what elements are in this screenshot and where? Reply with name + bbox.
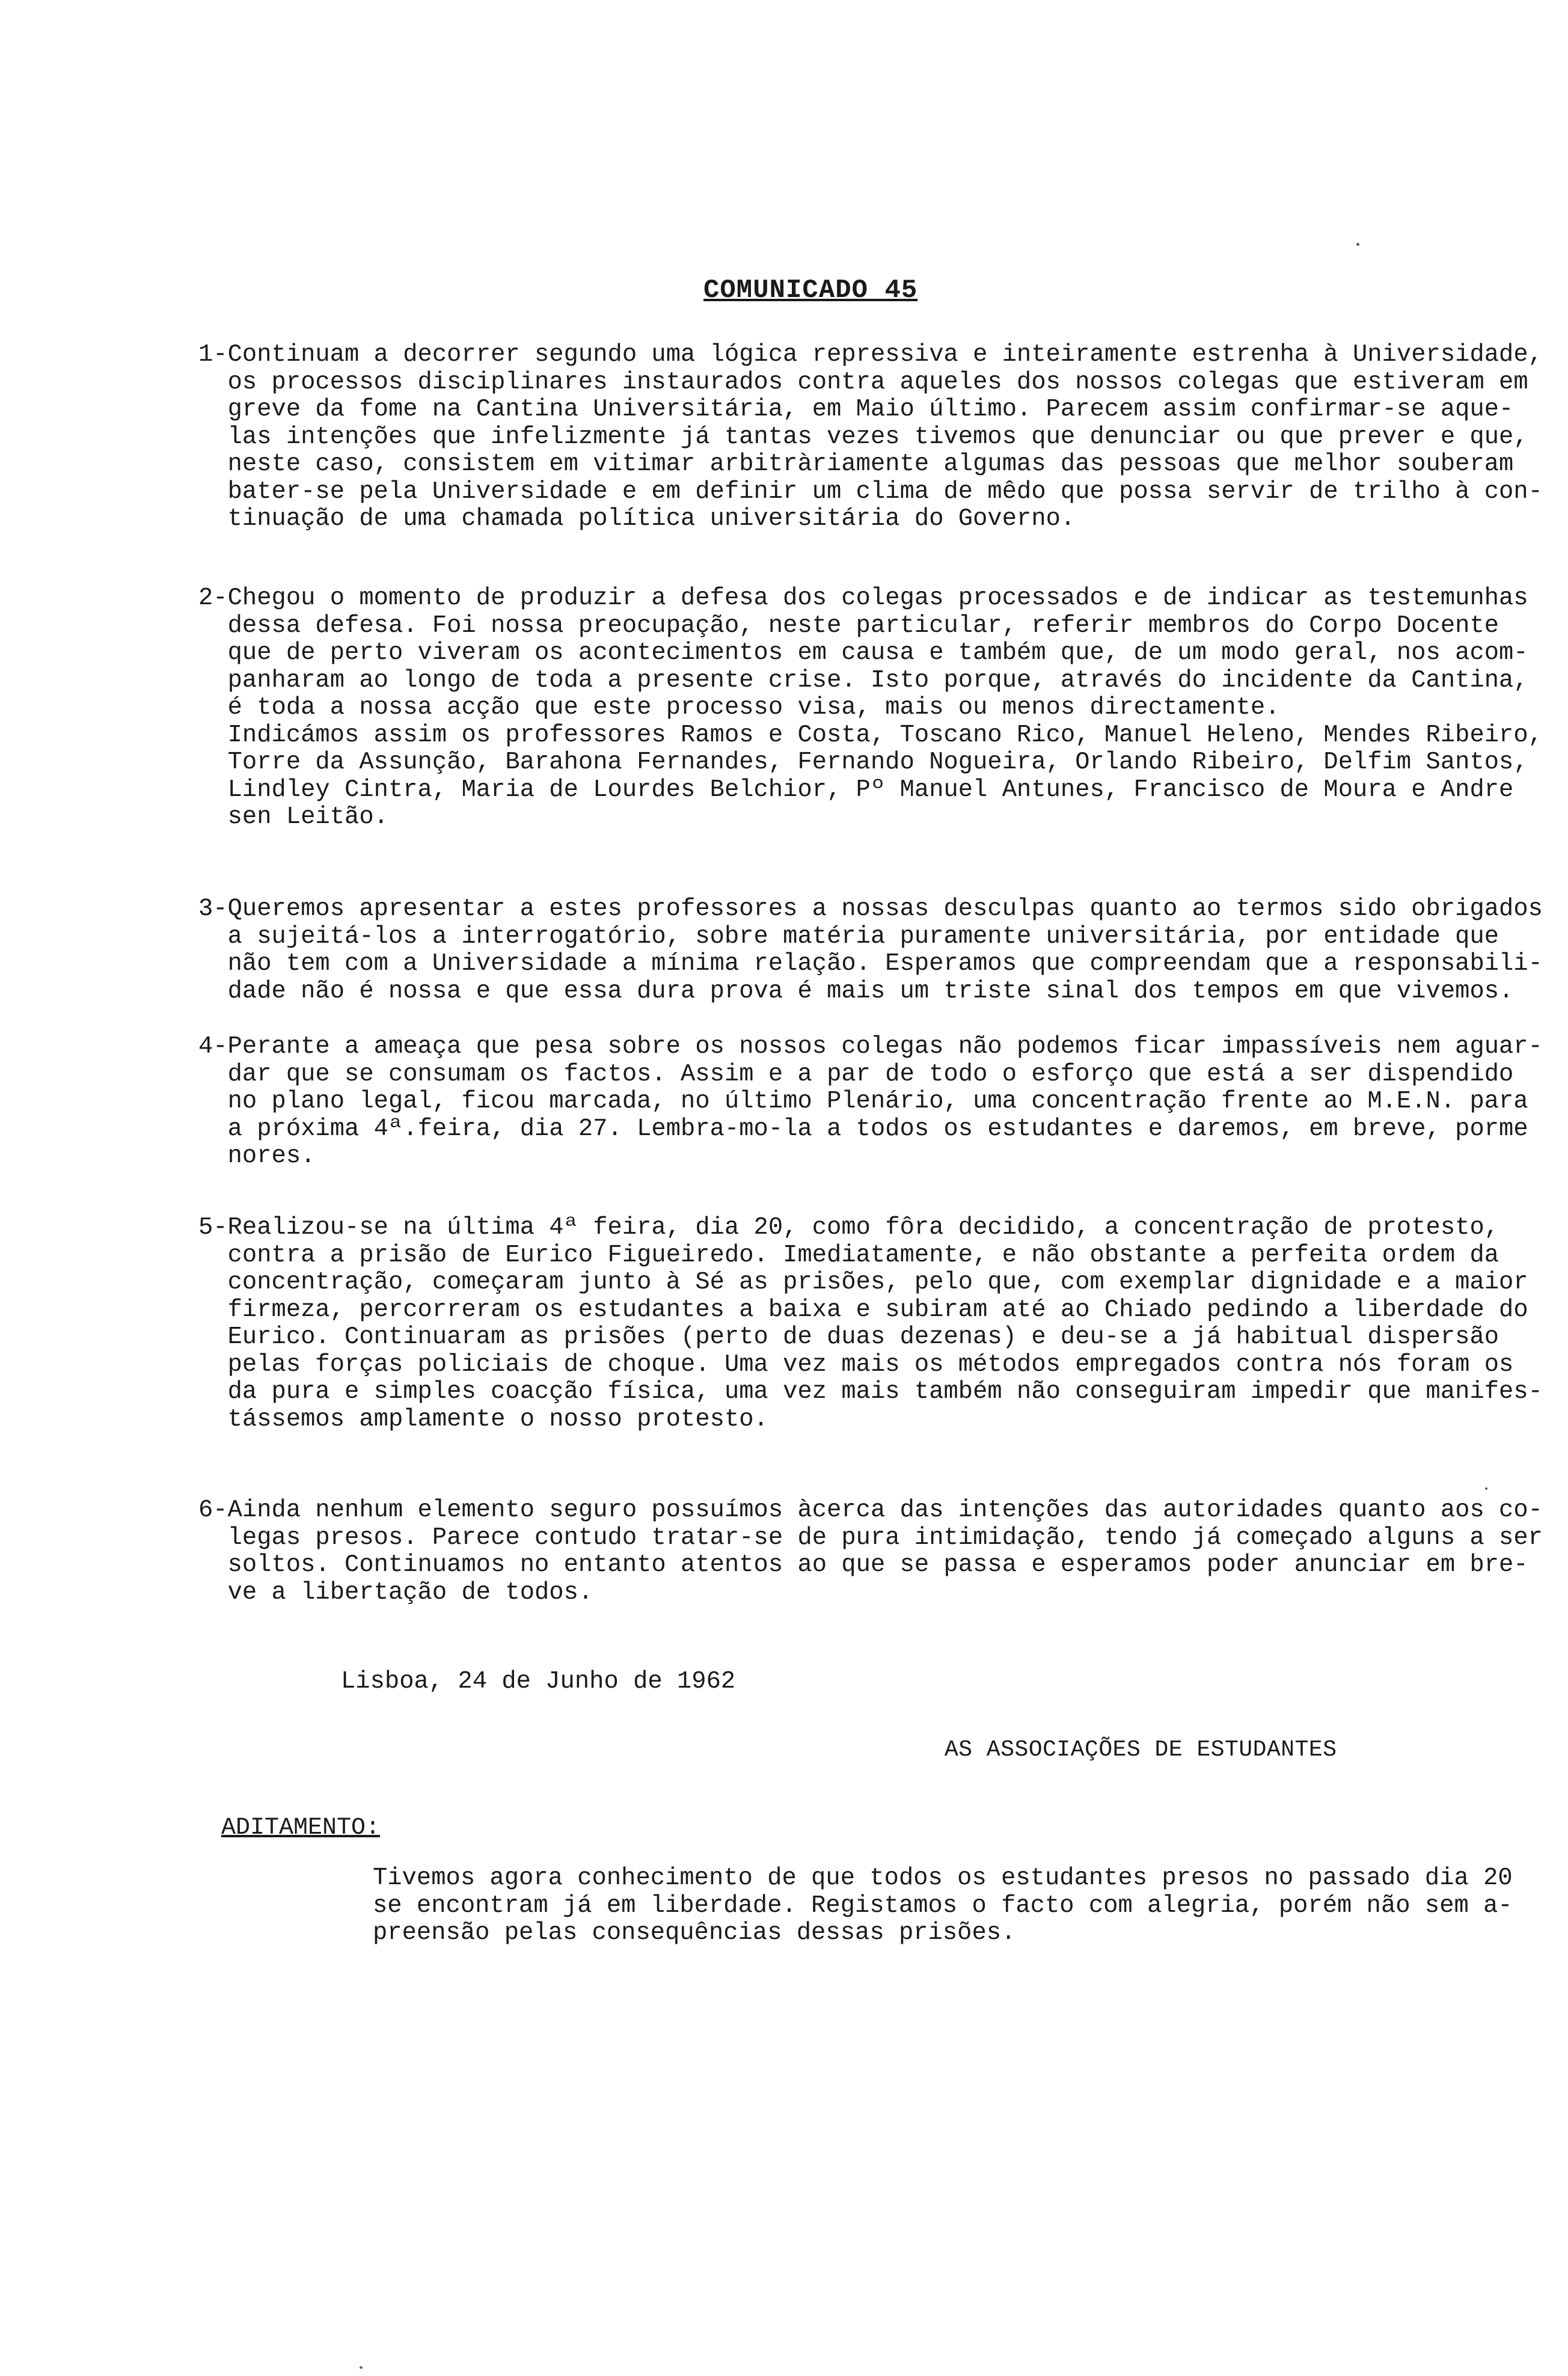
text-line: ve a libertação de todos. [227, 1578, 593, 1606]
text-line: bater-se pela Universidade e em definir um clima de mêdo que possa servir de trilho à con- [227, 477, 1543, 506]
place-date: Lisboa, 24 de Junho de 1962 [341, 1668, 736, 1695]
paragraph-body [228, 585, 1543, 831]
signature: AS ASSOCIAÇÕES DE ESTUDANTES [945, 1737, 1337, 1763]
text-line: os processos disciplinares instaurados contra aqueles dos nossos colegas que estiveram em [227, 368, 1528, 396]
paragraph-body [228, 341, 1543, 533]
text-line: neste caso, consistem em vitimar arbitràriamente algumas das pessoas que melhor souberam [227, 450, 1514, 478]
text-line: nores. [227, 1142, 316, 1170]
paragraph-3 [198, 895, 1543, 1005]
text-line: Indicámos assim os professores Ramos e Costa, Toscano Rico, Manuel Heleno, Mendes Ribeiro, [227, 721, 1543, 749]
paragraph-5 [198, 1214, 1543, 1433]
text-line: dade não é nossa e que essa dura prova é mais um triste sinal dos tempos em que vivemos. [227, 977, 1514, 1005]
text-line: tinuação de uma chamada política universitária do Governo. [227, 505, 1076, 533]
text-line: greve da fome na Cantina Universitária, em Maio último. Parecem assim confirmar-se aque- [227, 396, 1514, 423]
text-line: panharam ao longo de toda a presente crise. Isto porque, através do incidente da Cantina, [227, 666, 1528, 694]
text-line: Continuam a decorrer segundo uma lógica repressiva e inteiramente estrenha à Universidade, [227, 341, 1543, 369]
paragraph-6 [198, 1496, 1543, 1606]
text-line: Lindley Cintra, Maria de Lourdes Belchior, Pº Manuel Antunes, Francisco de Moura e Andre [227, 776, 1514, 804]
document-title: COMUNICADO 45 [703, 275, 918, 305]
paragraph-number: 1- [198, 341, 228, 369]
paragraph-body [228, 896, 1543, 1005]
text-line: não tem com a Universidade a mínima relação. Esperamos que compreendam que a responsabili- [227, 950, 1543, 978]
paragraph-body [228, 1214, 1543, 1433]
text-line: que de perto viveram os acontecimentos em causa e também que, de um modo geral, nos acom- [227, 639, 1528, 667]
text-line: sen Leitão. [227, 803, 388, 831]
text-line: dessa defesa. Foi nossa preocupação, neste particular, referir membros do Corpo Docente [227, 611, 1499, 640]
text-line: soltos. Continuamos no entanto atentos ao que se passa e esperamos poder anunciar em bre- [227, 1551, 1528, 1579]
text-line: dar que se consumam os factos. Assim e a par de todo o esforço que está a ser dispendido [227, 1060, 1514, 1088]
text-line: Queremos apresentar a estes professores a nossas desculpas quanto ao termos sido obrigados [227, 895, 1543, 923]
addendum-label: ADITAMENTO: [221, 1814, 381, 1842]
paragraph-number: 2- [198, 584, 228, 612]
text-line: Chegou o momento de produzir a defesa dos colegas processados e de indicar as testemunhas [227, 584, 1528, 612]
paragraph-number: 6- [198, 1496, 228, 1524]
paragraph-number: 4- [198, 1033, 228, 1061]
paragraph-number: 3- [198, 895, 228, 923]
paragraph-2 [198, 584, 1543, 831]
text-line: se encontram já em liberdade. Registamos o facto com alegria, porém não sem a- [373, 1891, 1513, 1920]
text-line: a sujeitá-los a interrogatório, sobre matéria puramente universitária, por entidade que [227, 922, 1499, 951]
text-line: firmeza, percorreram os estudantes a baixa e subiram até ao Chiado pedindo a liberdade do [227, 1296, 1528, 1324]
text-line: no plano legal, ficou marcada, no último Plenário, uma concentração frente ao M.E.N. para [227, 1088, 1528, 1115]
text-line: Tivemos agora conhecimento de que todos os estudantes presos no passado dia 20 [373, 1864, 1513, 1892]
paper-speck [1485, 1487, 1487, 1490]
text-line: a próxima 4ª.feira, dia 27. Lembra-mo-la a todos os estudantes e daremos, em breve, porme [227, 1115, 1528, 1143]
text-line: tássemos amplamente o nosso protesto. [227, 1405, 768, 1433]
text-line: pelas forças policiais de choque. Uma vez mais os métodos empregados contra nós foram os [227, 1350, 1514, 1379]
text-line: Realizou-se na última 4ª feira, dia 20, como fôra decidido, a concentração de protesto, [227, 1214, 1499, 1242]
paragraph-body [228, 1497, 1543, 1606]
text-line: da pura e simples coacção física, uma vez mais também não conseguiram impedir que manifes- [227, 1378, 1543, 1406]
text-line: preensão pelas consequências dessas prisões. [373, 1919, 1016, 1947]
text-line: Perante a ameaça que pesa sobre os nossos colegas não podemos ficar impassíveis nem aguar- [227, 1033, 1543, 1061]
text-line: é toda a nossa acção que este processo visa, mais ou menos directamente. [227, 694, 1280, 721]
text-line: Torre da Assunção, Barahona Fernandes, Fernando Nogueira, Orlando Ribeiro, Delfim Santos, [227, 749, 1528, 776]
paragraph-body [228, 1033, 1543, 1171]
text-line: contra a prisão de Eurico Figueiredo. Imediatamente, e não obstante a perfeita ordem da [227, 1241, 1499, 1269]
paragraph-4 [198, 1033, 1543, 1171]
text-line: concentração, começaram junto à Sé as prisões, pelo que, com exemplar dignidade e a maior [227, 1269, 1528, 1296]
text-line: legas presos. Parece contudo tratar-se de pura intimidação, tendo já começado alguns a ser [227, 1523, 1543, 1552]
paragraph-number: 5- [198, 1214, 228, 1242]
addendum-body [373, 1865, 1515, 1947]
paragraph-1 [198, 341, 1543, 533]
text-line: Eurico. Continuaram as prisões (perto de duas dezenas) e deu-se a já habitual dispersão [227, 1323, 1499, 1351]
text-line: Ainda nenhum elemento seguro possuímos àcerca das intenções das autoridades quanto aos co- [227, 1496, 1543, 1524]
text-line: las intenções que infelizmente já tantas vezes tivemos que denunciar ou que prever e que, [227, 423, 1528, 451]
paper-speck [1356, 243, 1359, 246]
paper-speck [360, 2366, 363, 2369]
